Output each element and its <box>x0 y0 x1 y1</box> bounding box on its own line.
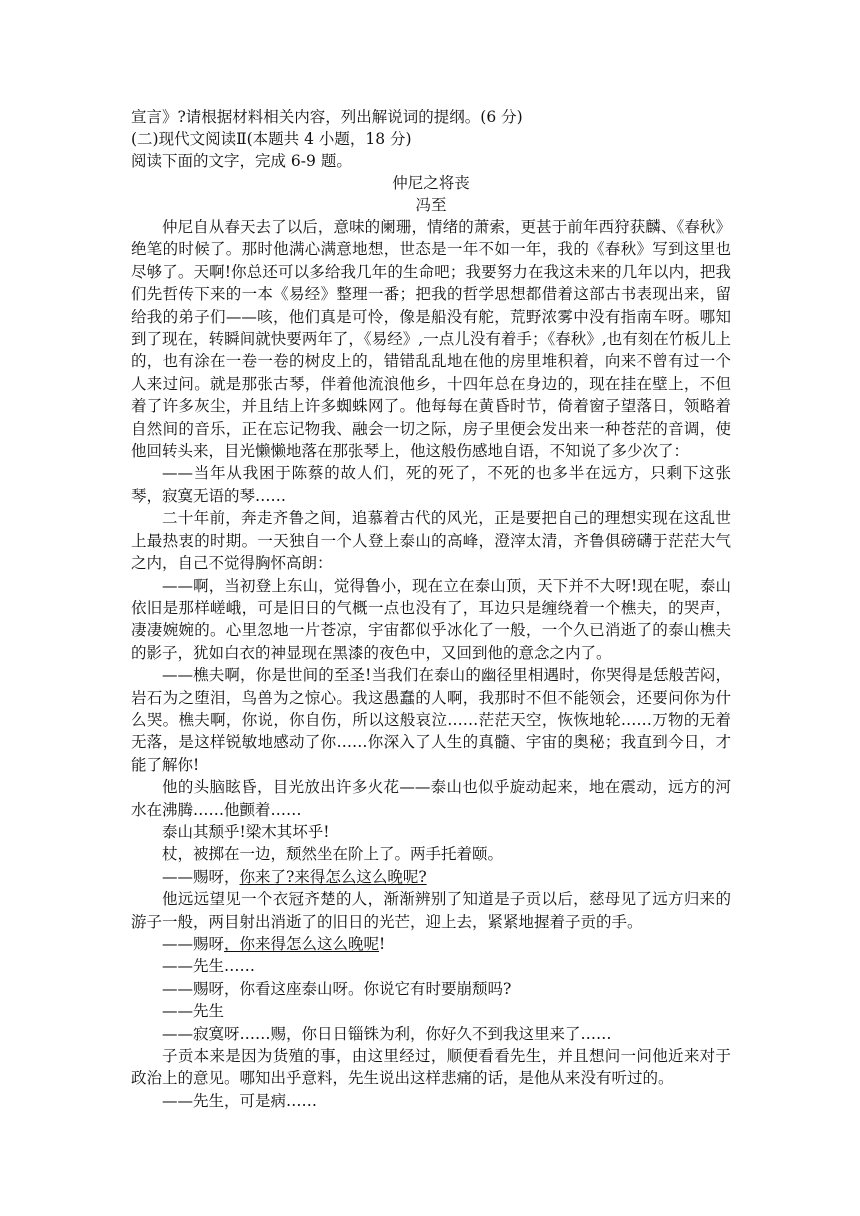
dialogue-prefix: ——赐呀， <box>162 867 240 886</box>
paragraph-4: ——啊，当初登上东山，觉得鲁小，现在立在泰山顶，天下并不大呀!现在呢，泰山依旧是那样嵯峨，可是旧日的气概一点也没有了，耳边只是缠绕着一个樵夫，的哭声，凄凄婉婉的。心里忽地一片苍凉，宇宙都似乎冰化了一般，一个久已消逝了的泰山樵夫的影子，犹如白衣的神显现在黑漆的夜色中，又回到他的意念之内了。 <box>131 576 731 662</box>
paragraph-7: 泰山其颓乎!梁木其坏乎! <box>162 822 330 841</box>
paragraph-13: ——赐呀，你看这座泰山呀。你说它有时要崩颓吗? <box>162 979 512 998</box>
paragraph-17: ——先生，可是病…… <box>162 1091 318 1110</box>
paragraph-14: ——先生 <box>162 1002 225 1021</box>
paragraph-6: 他的头脑眩昏，目光放出许多火花——泰山也似乎旋动起来，地在震动，远方的河水在沸腾……他颤着…… <box>131 778 731 819</box>
underlined-phrase-1: 你来了?来得怎么这么晚呢? <box>239 867 427 886</box>
paragraph-15: ——寂寞呀……赐，你日日锱铢为利，你好久不到我这里来了…… <box>162 1024 612 1043</box>
paragraph-5: ——樵夫啊，你是世间的至圣!当我们在泰山的幽径里相遇时，你哭得是恁般苦闷，岩石为之堕泪，鸟兽为之惊心。我这愚蠢的人啊，我那时不但不能领会，还要问你为什么哭。樵夫啊，你说，你自伤，所以这般哀泣……茫茫天空，恢恢地轮……万物的无着无落，是这样锐敏地感动了你……你深入了人生的真髓、宇宙的奥秘；我直到今日，才能了解你! <box>131 666 731 774</box>
reading-instruction: 阅读下面的文字，完成 6-9 题。 <box>131 152 352 170</box>
paragraph-9 <box>131 866 731 888</box>
article-author: 冯至 <box>415 196 447 214</box>
dialogue-prefix: ——赐呀 <box>162 935 225 953</box>
paragraph-11 <box>131 933 731 955</box>
exam-page <box>131 106 731 1112</box>
paragraph-16: 子贡本来是因为货殖的事，由这里经过，顺便看看先生，并且想问一问他近来对于政治上的意见。哪知出乎意料，先生说出这样悲痛的话，是他从来没有听过的。 <box>131 1047 731 1088</box>
paragraph-10: 他远远望见一个衣冠齐楚的人，渐渐辨别了知道是子贡以后，慈母见了远方归来的游子一般，两目射出消逝了的旧日的光芒，迎上去，紧紧地握着子贡的手。 <box>131 890 731 931</box>
dialogue-suffix: ! <box>379 935 386 953</box>
question-5-tail: 宣言》?请根据材料相关内容，列出解说词的提纲。(6 分) <box>131 108 523 126</box>
section-heading: (二)现代文阅读Ⅱ(本题共 4 小题，18 分) <box>131 130 412 148</box>
paragraph-12: ——先生…… <box>162 957 256 976</box>
paragraph-3: 二十年前，奔走齐鲁之间，追慕着古代的风光，正是要把自己的理想实现在这乱世上最热衷的时期。一天独自一个人登上泰山的高峰，澄滓太清，齐鲁俱磅礴于茫茫大气之内，自己不觉得胸怀高朗： <box>131 509 731 573</box>
paragraph-1: 仲尼自从春天去了以后，意味的阑珊，情绪的萧索，更甚于前年西狩获麟、《春秋》绝笔的时候了。那时他满心满意地想，世态是一年不如一年，我的《春秋》写到这里也尽够了。天啊!你总还可以多给我几年的生命吧；我要努力在我这未来的几年以内，把我们先哲传下来的一本《易经》整理一番；把我的哲学思想都借着这部古书表现出来，留给我的弟子们——咳，他们真是可怜，像是船没有舵，荒野浓雾中没有指南车呀。哪知到了现在，转瞬间就快要两年了，《易经》,一点儿没有着手；《春秋》,也有刻在竹板儿上的，也有涂在一卷一卷的树皮上的，错错乱乱地在他的房里堆积着，向来不曾有过一个人来过问。就是那张古琴，伴着他流浪他乡，十四年总在身边的，现在挂在壁上，不但着了许多灰尘，并且结上许多蜘蛛网了。他每每在黄昏时节，倚着窗子望落日，领略着自然间的音乐，正在忘记物我、融会一切之际，房子里便会发出来一种苍茫的音调，使他回转头来，目光懒懒地落在那张琴上，他这般伤感地自语，不知说了多少次了： <box>131 218 731 461</box>
paragraph-2: ——当年从我困于陈蔡的故人们，死的死了，不死的也多半在远方，只剩下这张琴，寂寞无语的琴…… <box>131 464 731 505</box>
article-title: 仲尼之将丧 <box>392 174 470 192</box>
paragraph-8: 杖，被掷在一边，颓然坐在阶上了。两手托着颐。 <box>162 845 504 864</box>
underlined-phrase-2: ，你来得怎么这么晚呢 <box>224 935 380 953</box>
